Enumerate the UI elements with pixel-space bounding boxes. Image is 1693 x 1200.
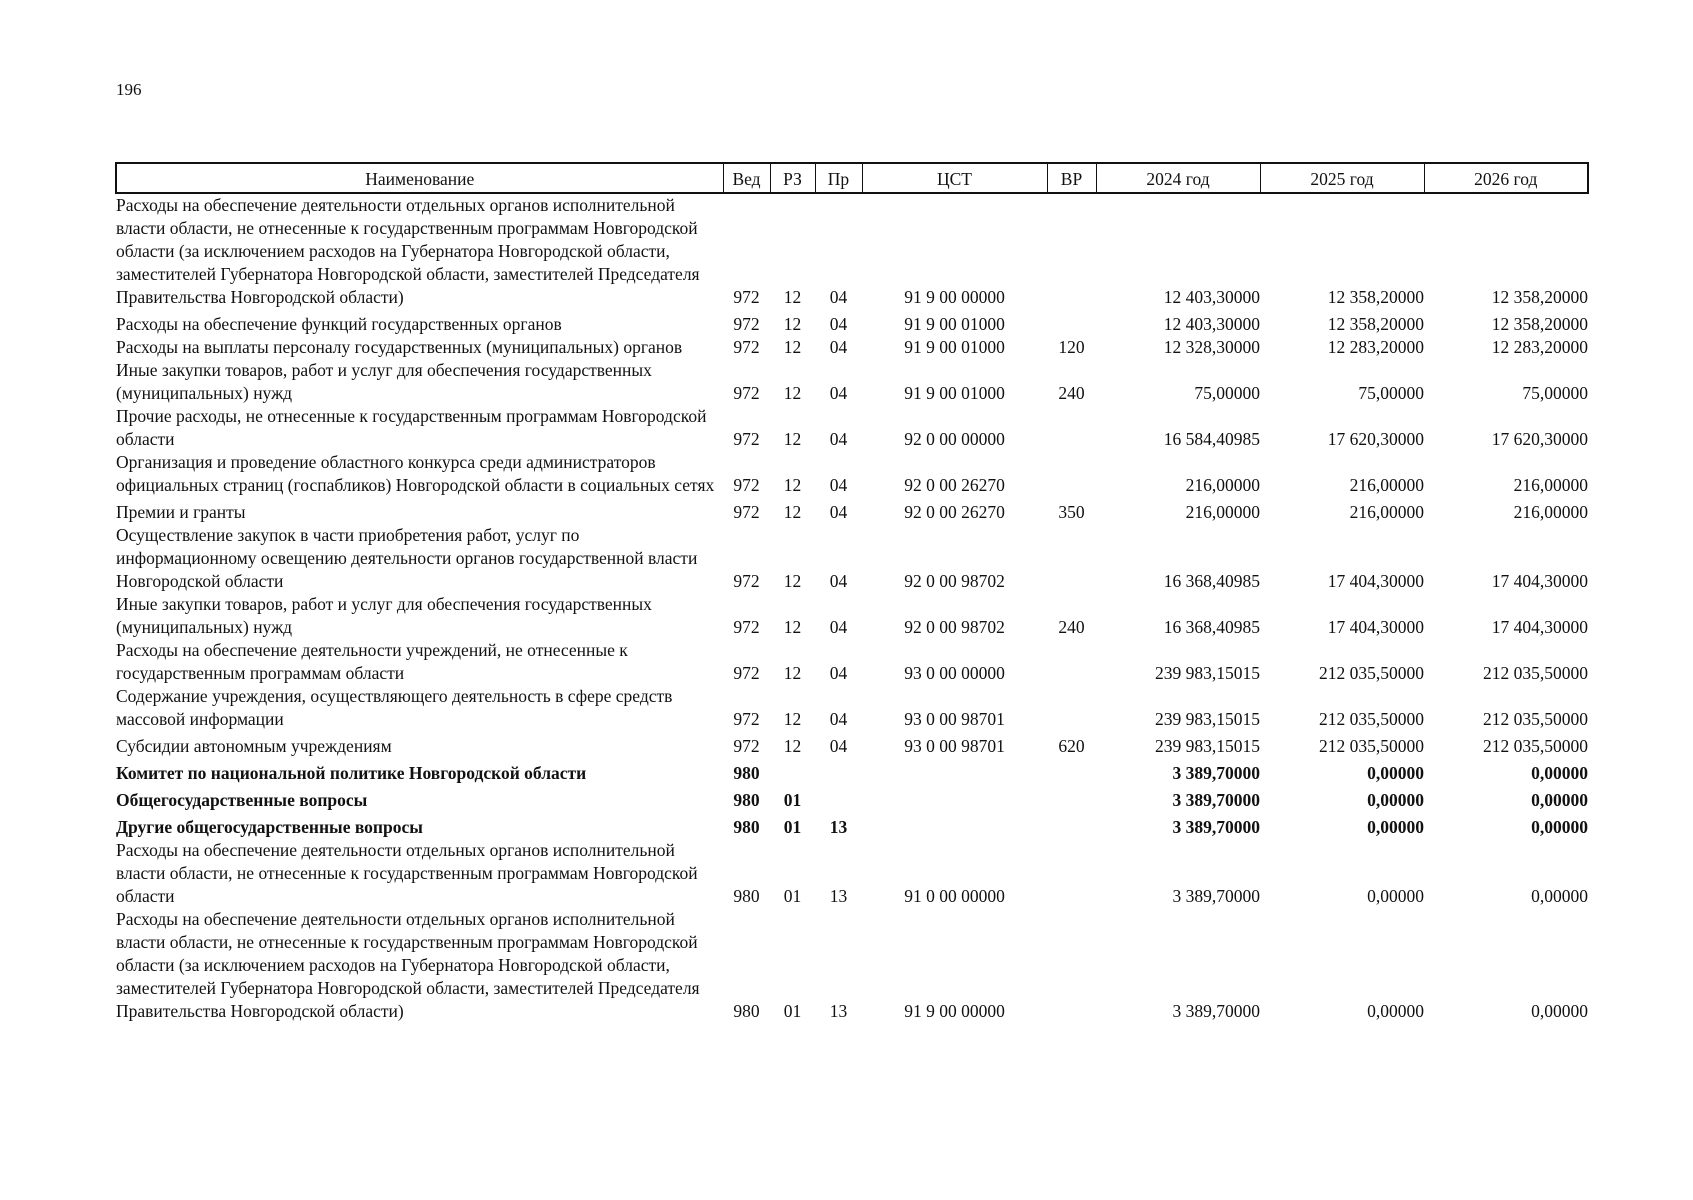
cell-cst: 91 0 00 00000 [904,886,1005,906]
cell-vr: 120 [1058,337,1085,357]
table-row [116,336,1588,359]
header-2026: 2026 год [1424,163,1588,193]
cell-2026: 212 035,50000 [1483,663,1588,683]
cell-vr [1047,758,1096,785]
cell-name: Содержание учреждения, осуществляющего деятельность в сфере средств массовой информации [116,686,673,729]
header-vr: ВР [1047,163,1096,193]
cell-name: Расходы на обеспечение деятельности отдельных органов исполнительной власти области, не отнесенные к государственным программам Новгородской области [116,840,698,906]
cell-2026: 17 404,30000 [1491,617,1588,637]
cell-2024: 12 403,30000 [1163,287,1260,307]
cell-2025: 12 358,20000 [1327,287,1424,307]
cell-cst: 91 9 00 00000 [904,1001,1005,1021]
cell-pr: 13 [829,1001,848,1021]
table-row [116,193,1588,309]
cell-cst: 91 9 00 00000 [904,287,1005,307]
cell-ved: 980 [733,817,760,837]
cell-2024: 12 403,30000 [1163,314,1260,334]
table-row [116,812,1588,839]
cell-2025: 0,00000 [1367,790,1424,810]
cell-pr: 04 [829,429,848,449]
cell-pr: 04 [829,736,848,756]
cell-cst: 92 0 00 00000 [904,429,1005,449]
cell-cst: 92 0 00 26270 [904,475,1005,495]
table-row [116,839,1588,908]
cell-name: Расходы на обеспечение деятельности отдельных органов исполнительной власти области, не отнесенные к государственным программам Новгородской области (за исключением расходов на Губернатора Новгородской области, заместителей Губернатора Новгородской области, заместителей Председателя Правительства Новгородской области) [116,909,700,1021]
cell-2026: 212 035,50000 [1483,709,1588,729]
cell-name: Расходы на обеспечение функций государственных органов [116,314,562,334]
cell-ved: 972 [733,617,760,637]
cell-2026: 12 358,20000 [1491,314,1588,334]
table-row [116,639,1588,685]
cell-2024: 3 389,70000 [1172,886,1260,906]
cell-2026: 216,00000 [1513,502,1588,522]
cell-rz: 12 [783,287,802,307]
table-row [116,405,1588,451]
cell-pr [815,758,862,785]
cell-rz: 12 [783,736,802,756]
table-row [116,309,1588,336]
table-row [116,758,1588,785]
cell-vr: 240 [1058,617,1085,637]
cell-ved: 972 [733,383,760,403]
cell-pr: 04 [829,502,848,522]
cell-name: Осуществление закупок в части приобретения работ, услуг по информационному освещению деятельности органов государственной власти Новгородской области [116,525,698,591]
header-name: Наименование [116,163,723,193]
cell-name: Расходы на обеспечение деятельности учреждений, не отнесенные к государственным программам области [116,640,628,683]
cell-ved: 980 [733,763,760,783]
table-row [116,593,1588,639]
cell-rz: 12 [783,617,802,637]
cell-2026: 17 620,30000 [1491,429,1588,449]
cell-2024: 16 368,40985 [1163,617,1260,637]
cell-name: Иные закупки товаров, работ и услуг для обеспечения государственных (муниципальных) нужд [116,594,652,637]
header-row [116,163,1588,193]
cell-2026: 0,00000 [1531,817,1588,837]
cell-rz: 12 [783,429,802,449]
table-row [116,451,1588,497]
cell-pr: 04 [829,475,848,495]
cell-cst [862,785,1047,812]
cell-cst: 91 9 00 01000 [904,337,1005,357]
cell-2026: 216,00000 [1513,475,1588,495]
cell-vr [1047,524,1096,593]
cell-2024: 12 328,30000 [1163,337,1260,357]
cell-vr [1047,405,1096,451]
cell-ved: 972 [733,571,760,591]
cell-cst: 92 0 00 98702 [904,571,1005,591]
cell-ved: 972 [733,429,760,449]
cell-vr: 240 [1058,383,1085,403]
header-ved: Вед [723,163,770,193]
cell-ved: 972 [733,337,760,357]
cell-2025: 0,00000 [1367,763,1424,783]
cell-cst: 91 9 00 01000 [904,383,1005,403]
cell-rz: 12 [783,663,802,683]
page-number: 196 [116,80,142,99]
cell-2026: 212 035,50000 [1483,736,1588,756]
table-header [116,163,1588,193]
cell-pr: 04 [829,314,848,334]
cell-pr: 04 [829,383,848,403]
cell-2024: 3 389,70000 [1172,763,1260,783]
cell-cst [862,758,1047,785]
cell-rz: 12 [783,709,802,729]
cell-vr [1047,309,1096,336]
cell-2025: 0,00000 [1367,1001,1424,1021]
cell-ved: 972 [733,475,760,495]
cell-ved: 972 [733,736,760,756]
cell-pr: 04 [829,337,848,357]
cell-2026: 0,00000 [1531,790,1588,810]
cell-2026: 0,00000 [1531,763,1588,783]
cell-rz: 01 [783,1001,802,1021]
cell-name: Субсидии автономным учреждениям [116,736,392,756]
cell-vr [1047,839,1096,908]
cell-pr: 04 [829,663,848,683]
cell-cst: 93 0 00 98701 [904,736,1005,756]
cell-rz: 01 [783,817,802,837]
cell-2025: 17 404,30000 [1327,617,1424,637]
cell-rz: 01 [783,886,802,906]
cell-2024: 216,00000 [1185,475,1260,495]
cell-pr: 04 [829,571,848,591]
header-cst: ЦСТ [862,163,1047,193]
cell-2026: 0,00000 [1531,886,1588,906]
cell-2025: 12 283,20000 [1327,337,1424,357]
cell-pr: 04 [829,287,848,307]
cell-pr: 13 [829,886,848,906]
cell-name: Комитет по национальной политике Новгородской области [116,763,587,783]
cell-2026: 12 283,20000 [1491,337,1588,357]
cell-cst: 93 0 00 00000 [904,663,1005,683]
cell-name: Премии и гранты [116,502,246,522]
header-2025: 2025 год [1260,163,1424,193]
cell-vr [1047,812,1096,839]
cell-name: Расходы на выплаты персоналу государственных (муниципальных) органов [116,337,683,357]
cell-vr [1047,639,1096,685]
cell-vr: 620 [1058,736,1085,756]
header-pr: Пр [815,163,862,193]
cell-vr [1047,685,1096,731]
cell-ved: 972 [733,502,760,522]
cell-rz: 12 [783,571,802,591]
cell-ved: 972 [733,709,760,729]
table-row [116,359,1588,405]
budget-table [115,162,1589,1023]
cell-2026: 17 404,30000 [1491,571,1588,591]
cell-2025: 216,00000 [1349,502,1424,522]
cell-ved: 980 [733,1001,760,1021]
cell-rz [770,758,815,785]
cell-2025: 212 035,50000 [1319,736,1424,756]
cell-cst: 92 0 00 98702 [904,617,1005,637]
cell-2024: 239 983,15015 [1155,736,1260,756]
header-2024: 2024 год [1096,163,1260,193]
cell-2024: 216,00000 [1185,502,1260,522]
cell-rz: 12 [783,502,802,522]
cell-2025: 17 404,30000 [1327,571,1424,591]
cell-2025: 17 620,30000 [1327,429,1424,449]
table-row [116,785,1588,812]
table-row [116,908,1588,1023]
cell-vr [1047,785,1096,812]
cell-2024: 75,00000 [1194,383,1260,403]
cell-name: Общегосударственные вопросы [116,790,368,810]
table-row [116,497,1588,524]
cell-name: Расходы на обеспечение деятельности отдельных органов исполнительной власти области, не отнесенные к государственным программам Новгородской области (за исключением расходов на Губернатора Новгородской области, заместителей Губернатора Новгородской области, заместителей Председателя Правительства Новгородской области) [116,195,700,307]
cell-rz: 12 [783,337,802,357]
cell-pr: 04 [829,709,848,729]
cell-cst [862,812,1047,839]
cell-pr: 13 [829,817,848,837]
cell-vr [1047,451,1096,497]
cell-vr [1047,908,1096,1023]
cell-cst: 93 0 00 98701 [904,709,1005,729]
cell-name: Прочие расходы, не отнесенные к государственным программам Новгородской области [116,406,707,449]
cell-2026: 0,00000 [1531,1001,1588,1021]
cell-2025: 212 035,50000 [1319,663,1424,683]
cell-ved: 972 [733,663,760,683]
cell-rz: 12 [783,475,802,495]
cell-2025: 75,00000 [1358,383,1424,403]
cell-ved: 972 [733,287,760,307]
cell-2024: 3 389,70000 [1172,817,1260,837]
cell-rz: 01 [783,790,802,810]
cell-2026: 12 358,20000 [1491,287,1588,307]
cell-2024: 16 584,40985 [1163,429,1260,449]
cell-pr [815,785,862,812]
cell-2025: 0,00000 [1367,817,1424,837]
cell-ved: 980 [733,886,760,906]
cell-2025: 212 035,50000 [1319,709,1424,729]
table-row [116,731,1588,758]
cell-2025: 216,00000 [1349,475,1424,495]
cell-pr: 04 [829,617,848,637]
cell-rz: 12 [783,383,802,403]
cell-name: Организация и проведение областного конкурса среди администраторов официальных страниц (госпабликов) Новгородской области в социальных сетях [116,452,715,495]
cell-2024: 239 983,15015 [1155,663,1260,683]
cell-cst: 91 9 00 01000 [904,314,1005,334]
cell-2026: 75,00000 [1522,383,1588,403]
header-rz: РЗ [770,163,815,193]
table-row [116,685,1588,731]
cell-vr: 350 [1058,502,1085,522]
cell-rz: 12 [783,314,802,334]
cell-2024: 16 368,40985 [1163,571,1260,591]
cell-ved: 980 [733,790,760,810]
cell-cst: 92 0 00 26270 [904,502,1005,522]
cell-2025: 12 358,20000 [1327,314,1424,334]
table-body [116,193,1588,1023]
cell-ved: 972 [733,314,760,334]
cell-2024: 239 983,15015 [1155,709,1260,729]
cell-2024: 3 389,70000 [1172,1001,1260,1021]
table-row [116,524,1588,593]
cell-2024: 3 389,70000 [1172,790,1260,810]
cell-vr [1047,193,1096,309]
cell-2025: 0,00000 [1367,886,1424,906]
cell-name: Иные закупки товаров, работ и услуг для обеспечения государственных (муниципальных) нужд [116,360,652,403]
cell-name: Другие общегосударственные вопросы [116,817,423,837]
